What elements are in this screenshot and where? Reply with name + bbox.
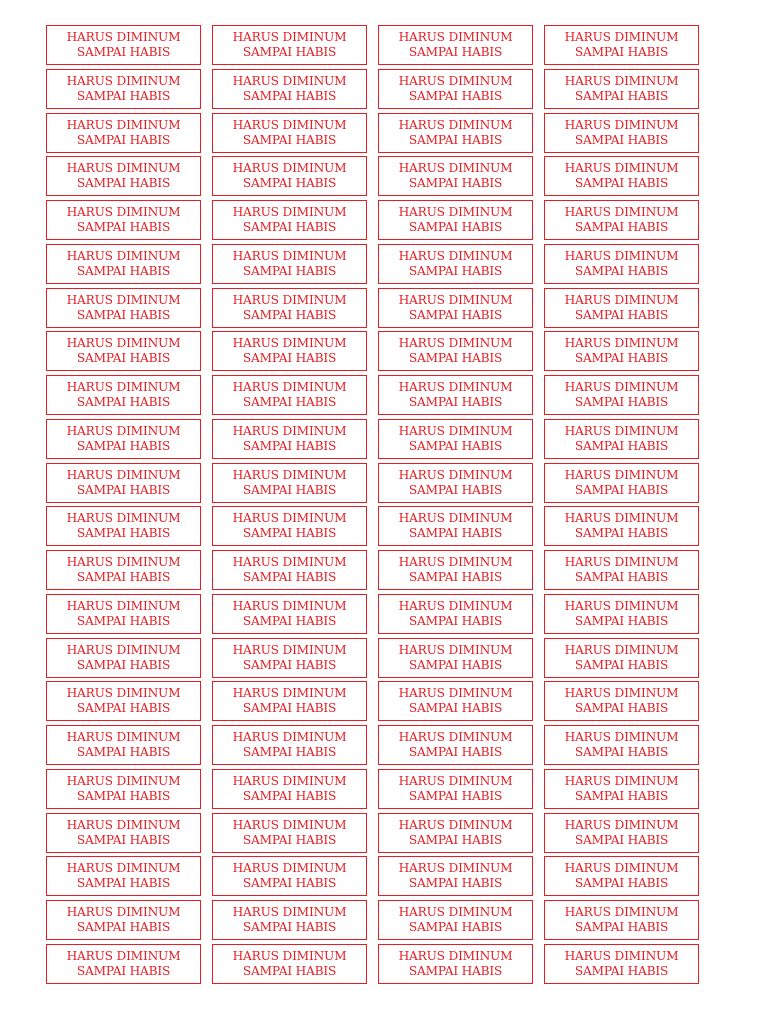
label-line-2: SAMPAI HABIS: [76, 176, 171, 191]
sticker-label: [378, 463, 533, 503]
label-line-2: SAMPAI HABIS: [574, 788, 669, 803]
label-line-1: HARUS DIMINUM: [564, 248, 679, 263]
sticker-label: [212, 900, 367, 940]
label-line-1: HARUS DIMINUM: [564, 292, 679, 307]
label-line-1: HARUS DIMINUM: [232, 73, 347, 88]
sticker-label: [46, 25, 201, 65]
label-line-1: HARUS DIMINUM: [398, 248, 513, 263]
label-line-1: HARUS DIMINUM: [232, 555, 347, 569]
label-line-1: HARUS DIMINUM: [66, 686, 181, 701]
label-line-1: HARUS DIMINUM: [564, 117, 679, 132]
sticker-label: [212, 769, 367, 809]
label-line-2: SAMPAI HABIS: [242, 88, 337, 103]
sticker-label: [378, 113, 533, 153]
label-line-2: SAMPAI HABIS: [408, 482, 503, 497]
label-line-2: SAMPAI HABIS: [76, 613, 171, 628]
label-line-1: HARUS DIMINUM: [66, 30, 181, 44]
label-line-2: SAMPAI HABIS: [408, 307, 503, 322]
label-line-2: SAMPAI HABIS: [242, 45, 337, 59]
sticker-label: [544, 375, 699, 415]
label-line-2: SAMPAI HABIS: [408, 88, 503, 103]
sticker-label: [544, 681, 699, 721]
label-line-2: SAMPAI HABIS: [242, 176, 337, 191]
label-line-1: HARUS DIMINUM: [564, 511, 679, 526]
label-line-1: HARUS DIMINUM: [564, 161, 679, 176]
label-line-1: HARUS DIMINUM: [232, 511, 347, 526]
label-line-1: HARUS DIMINUM: [398, 642, 513, 657]
label-line-2: SAMPAI HABIS: [242, 701, 337, 716]
label-line-2: SAMPAI HABIS: [574, 876, 669, 891]
label-line-1: HARUS DIMINUM: [398, 30, 513, 44]
sticker-label: [46, 769, 201, 809]
label-line-1: HARUS DIMINUM: [66, 861, 181, 876]
label-line-1: HARUS DIMINUM: [66, 117, 181, 132]
label-line-2: SAMPAI HABIS: [574, 482, 669, 497]
sticker-label: [378, 813, 533, 853]
label-line-1: HARUS DIMINUM: [232, 817, 347, 832]
label-line-2: SAMPAI HABIS: [76, 788, 171, 803]
label-line-1: HARUS DIMINUM: [398, 773, 513, 788]
label-line-2: SAMPAI HABIS: [76, 701, 171, 716]
label-line-1: HARUS DIMINUM: [564, 73, 679, 88]
label-line-1: HARUS DIMINUM: [564, 686, 679, 701]
label-line-1: HARUS DIMINUM: [66, 423, 181, 438]
label-line-2: SAMPAI HABIS: [408, 876, 503, 891]
sticker-label: [46, 638, 201, 678]
label-line-1: HARUS DIMINUM: [66, 598, 181, 613]
label-line-1: HARUS DIMINUM: [232, 292, 347, 307]
sticker-label: [544, 331, 699, 371]
label-line-1: HARUS DIMINUM: [66, 817, 181, 832]
label-line-2: SAMPAI HABIS: [76, 920, 171, 934]
label-line-1: HARUS DIMINUM: [398, 861, 513, 876]
label-line-1: HARUS DIMINUM: [398, 730, 513, 744]
label-line-2: SAMPAI HABIS: [76, 132, 171, 147]
label-line-2: SAMPAI HABIS: [242, 395, 337, 409]
sticker-label: [46, 419, 201, 459]
label-line-1: HARUS DIMINUM: [66, 555, 181, 569]
sticker-label: [544, 113, 699, 153]
sticker-label: [212, 463, 367, 503]
sticker-label: [378, 900, 533, 940]
label-line-1: HARUS DIMINUM: [232, 380, 347, 394]
label-line-2: SAMPAI HABIS: [242, 438, 337, 453]
sticker-label: [212, 244, 367, 284]
label-line-1: HARUS DIMINUM: [398, 423, 513, 438]
sticker-label: [212, 69, 367, 109]
label-line-1: HARUS DIMINUM: [398, 467, 513, 482]
sticker-label: [378, 25, 533, 65]
sticker-label: [46, 375, 201, 415]
sticker-label: [378, 375, 533, 415]
label-line-2: SAMPAI HABIS: [76, 307, 171, 322]
label-line-2: SAMPAI HABIS: [408, 570, 503, 584]
label-line-1: HARUS DIMINUM: [564, 905, 679, 919]
sticker-label: [212, 944, 367, 984]
label-line-2: SAMPAI HABIS: [574, 920, 669, 934]
sticker-label: [544, 156, 699, 196]
sticker-label: [46, 69, 201, 109]
label-line-1: HARUS DIMINUM: [232, 248, 347, 263]
sticker-label: [46, 463, 201, 503]
sticker-label: [212, 725, 367, 765]
label-line-2: SAMPAI HABIS: [76, 745, 171, 759]
sticker-label: [544, 69, 699, 109]
label-line-2: SAMPAI HABIS: [574, 351, 669, 366]
label-line-2: SAMPAI HABIS: [574, 657, 669, 672]
sticker-label: [212, 375, 367, 415]
label-line-1: HARUS DIMINUM: [66, 905, 181, 919]
label-line-2: SAMPAI HABIS: [574, 526, 669, 541]
label-line-2: SAMPAI HABIS: [242, 307, 337, 322]
label-line-2: SAMPAI HABIS: [242, 220, 337, 234]
label-line-1: HARUS DIMINUM: [564, 423, 679, 438]
label-line-2: SAMPAI HABIS: [242, 351, 337, 366]
label-line-2: SAMPAI HABIS: [242, 526, 337, 541]
sticker-label: [544, 463, 699, 503]
label-line-1: HARUS DIMINUM: [232, 423, 347, 438]
label-line-1: HARUS DIMINUM: [398, 686, 513, 701]
label-line-2: SAMPAI HABIS: [574, 745, 669, 759]
label-line-2: SAMPAI HABIS: [76, 832, 171, 847]
sticker-label: [46, 288, 201, 328]
sticker-label: [46, 244, 201, 284]
label-line-2: SAMPAI HABIS: [76, 88, 171, 103]
label-line-2: SAMPAI HABIS: [242, 920, 337, 934]
label-line-2: SAMPAI HABIS: [242, 876, 337, 891]
sticker-label: [378, 156, 533, 196]
label-line-2: SAMPAI HABIS: [574, 570, 669, 584]
label-line-1: HARUS DIMINUM: [66, 336, 181, 351]
sticker-label: [46, 506, 201, 546]
label-line-2: SAMPAI HABIS: [574, 45, 669, 59]
sticker-label: [212, 506, 367, 546]
sticker-label: [212, 113, 367, 153]
label-line-1: HARUS DIMINUM: [66, 467, 181, 482]
label-line-1: HARUS DIMINUM: [398, 161, 513, 176]
label-line-1: HARUS DIMINUM: [564, 773, 679, 788]
label-line-1: HARUS DIMINUM: [232, 773, 347, 788]
label-line-1: HARUS DIMINUM: [564, 30, 679, 44]
label-line-2: SAMPAI HABIS: [408, 788, 503, 803]
label-line-1: HARUS DIMINUM: [232, 161, 347, 176]
label-line-2: SAMPAI HABIS: [242, 832, 337, 847]
label-line-2: SAMPAI HABIS: [408, 613, 503, 628]
sticker-label: [378, 288, 533, 328]
label-line-2: SAMPAI HABIS: [408, 745, 503, 759]
label-line-1: HARUS DIMINUM: [398, 117, 513, 132]
sticker-label: [378, 550, 533, 590]
sticker-label: [378, 244, 533, 284]
sticker-label: [544, 244, 699, 284]
label-sheet: [46, 25, 700, 984]
label-line-2: SAMPAI HABIS: [574, 176, 669, 191]
sticker-label: [378, 594, 533, 634]
sticker-label: [46, 681, 201, 721]
label-line-2: SAMPAI HABIS: [242, 963, 337, 978]
label-line-1: HARUS DIMINUM: [564, 817, 679, 832]
label-line-2: SAMPAI HABIS: [76, 657, 171, 672]
label-line-1: HARUS DIMINUM: [66, 642, 181, 657]
label-line-1: HARUS DIMINUM: [232, 642, 347, 657]
label-line-2: SAMPAI HABIS: [574, 395, 669, 409]
label-line-2: SAMPAI HABIS: [408, 438, 503, 453]
label-line-1: HARUS DIMINUM: [398, 336, 513, 351]
sticker-label: [212, 25, 367, 65]
label-line-2: SAMPAI HABIS: [574, 701, 669, 716]
label-line-1: HARUS DIMINUM: [232, 336, 347, 351]
sticker-label: [544, 506, 699, 546]
label-line-2: SAMPAI HABIS: [76, 351, 171, 366]
label-line-2: SAMPAI HABIS: [242, 132, 337, 147]
label-line-2: SAMPAI HABIS: [408, 701, 503, 716]
sticker-label: [378, 769, 533, 809]
label-line-1: HARUS DIMINUM: [398, 555, 513, 569]
label-line-1: HARUS DIMINUM: [232, 467, 347, 482]
label-line-1: HARUS DIMINUM: [564, 205, 679, 219]
label-line-2: SAMPAI HABIS: [574, 613, 669, 628]
sticker-label: [378, 725, 533, 765]
sticker-label: [212, 288, 367, 328]
sticker-label: [46, 900, 201, 940]
label-line-1: HARUS DIMINUM: [398, 905, 513, 919]
label-line-2: SAMPAI HABIS: [574, 263, 669, 278]
sticker-label: [212, 419, 367, 459]
label-line-1: HARUS DIMINUM: [66, 773, 181, 788]
label-line-1: HARUS DIMINUM: [564, 861, 679, 876]
label-line-2: SAMPAI HABIS: [408, 832, 503, 847]
sticker-label: [212, 200, 367, 240]
label-line-1: HARUS DIMINUM: [66, 380, 181, 394]
label-line-2: SAMPAI HABIS: [574, 220, 669, 234]
label-line-1: HARUS DIMINUM: [564, 948, 679, 963]
label-line-2: SAMPAI HABIS: [574, 88, 669, 103]
label-line-2: SAMPAI HABIS: [242, 570, 337, 584]
label-line-1: HARUS DIMINUM: [232, 30, 347, 44]
label-line-2: SAMPAI HABIS: [574, 832, 669, 847]
label-line-2: SAMPAI HABIS: [76, 482, 171, 497]
label-line-2: SAMPAI HABIS: [574, 307, 669, 322]
label-line-2: SAMPAI HABIS: [408, 526, 503, 541]
label-line-2: SAMPAI HABIS: [408, 963, 503, 978]
sticker-label: [46, 856, 201, 896]
label-line-1: HARUS DIMINUM: [66, 292, 181, 307]
label-line-2: SAMPAI HABIS: [242, 745, 337, 759]
label-line-1: HARUS DIMINUM: [564, 380, 679, 394]
label-line-1: HARUS DIMINUM: [66, 161, 181, 176]
sticker-label: [212, 813, 367, 853]
label-line-1: HARUS DIMINUM: [398, 948, 513, 963]
label-line-1: HARUS DIMINUM: [66, 948, 181, 963]
sticker-label: [46, 594, 201, 634]
sticker-label: [212, 681, 367, 721]
label-line-1: HARUS DIMINUM: [66, 248, 181, 263]
sticker-label: [544, 856, 699, 896]
sticker-label: [544, 419, 699, 459]
label-line-2: SAMPAI HABIS: [242, 613, 337, 628]
sticker-label: [544, 638, 699, 678]
label-line-2: SAMPAI HABIS: [76, 526, 171, 541]
label-line-2: SAMPAI HABIS: [242, 482, 337, 497]
sticker-label: [46, 331, 201, 371]
label-line-2: SAMPAI HABIS: [408, 220, 503, 234]
sticker-label: [378, 856, 533, 896]
label-line-2: SAMPAI HABIS: [408, 176, 503, 191]
label-line-1: HARUS DIMINUM: [66, 73, 181, 88]
label-line-2: SAMPAI HABIS: [76, 438, 171, 453]
sticker-label: [46, 156, 201, 196]
sticker-label: [544, 900, 699, 940]
label-line-2: SAMPAI HABIS: [76, 876, 171, 891]
sticker-label: [212, 638, 367, 678]
sticker-label: [46, 113, 201, 153]
label-line-2: SAMPAI HABIS: [242, 263, 337, 278]
label-line-2: SAMPAI HABIS: [76, 963, 171, 978]
label-line-1: HARUS DIMINUM: [232, 905, 347, 919]
label-line-1: HARUS DIMINUM: [398, 205, 513, 219]
label-line-2: SAMPAI HABIS: [76, 263, 171, 278]
sticker-label: [544, 550, 699, 590]
sticker-label: [378, 681, 533, 721]
label-line-2: SAMPAI HABIS: [408, 45, 503, 59]
label-line-1: HARUS DIMINUM: [232, 205, 347, 219]
label-line-1: HARUS DIMINUM: [564, 336, 679, 351]
label-line-1: HARUS DIMINUM: [398, 598, 513, 613]
sticker-label: [212, 331, 367, 371]
label-line-2: SAMPAI HABIS: [76, 395, 171, 409]
label-line-1: HARUS DIMINUM: [398, 380, 513, 394]
sticker-label: [378, 638, 533, 678]
label-line-1: HARUS DIMINUM: [66, 730, 181, 744]
sticker-label: [378, 419, 533, 459]
label-line-1: HARUS DIMINUM: [398, 817, 513, 832]
sticker-label: [46, 550, 201, 590]
sticker-label: [378, 69, 533, 109]
label-line-1: HARUS DIMINUM: [66, 511, 181, 526]
sticker-label: [544, 769, 699, 809]
label-line-1: HARUS DIMINUM: [564, 467, 679, 482]
sticker-label: [378, 944, 533, 984]
sticker-label: [544, 725, 699, 765]
label-line-1: HARUS DIMINUM: [398, 292, 513, 307]
label-line-1: HARUS DIMINUM: [232, 730, 347, 744]
label-line-1: HARUS DIMINUM: [232, 861, 347, 876]
sticker-label: [46, 813, 201, 853]
sticker-label: [544, 813, 699, 853]
sticker-label: [378, 331, 533, 371]
label-line-1: HARUS DIMINUM: [66, 205, 181, 219]
label-line-2: SAMPAI HABIS: [408, 263, 503, 278]
sticker-label: [46, 725, 201, 765]
label-line-1: HARUS DIMINUM: [232, 598, 347, 613]
label-line-1: HARUS DIMINUM: [232, 686, 347, 701]
label-line-2: SAMPAI HABIS: [408, 132, 503, 147]
label-line-2: SAMPAI HABIS: [408, 657, 503, 672]
label-line-1: HARUS DIMINUM: [232, 948, 347, 963]
sticker-label: [46, 200, 201, 240]
label-line-2: SAMPAI HABIS: [574, 963, 669, 978]
label-line-1: HARUS DIMINUM: [398, 73, 513, 88]
label-line-2: SAMPAI HABIS: [76, 220, 171, 234]
sticker-label: [544, 25, 699, 65]
sticker-label: [544, 944, 699, 984]
sticker-label: [212, 856, 367, 896]
label-line-2: SAMPAI HABIS: [574, 132, 669, 147]
sticker-label: [544, 288, 699, 328]
label-line-2: SAMPAI HABIS: [408, 395, 503, 409]
label-line-2: SAMPAI HABIS: [242, 657, 337, 672]
label-line-2: SAMPAI HABIS: [76, 570, 171, 584]
sticker-label: [46, 944, 201, 984]
sticker-label: [378, 506, 533, 546]
label-line-1: HARUS DIMINUM: [564, 598, 679, 613]
label-line-1: HARUS DIMINUM: [564, 730, 679, 744]
label-line-2: SAMPAI HABIS: [408, 920, 503, 934]
sticker-label: [212, 550, 367, 590]
sticker-label: [378, 200, 533, 240]
sticker-label: [212, 156, 367, 196]
label-line-2: SAMPAI HABIS: [76, 45, 171, 59]
sticker-label: [212, 594, 367, 634]
label-line-1: HARUS DIMINUM: [564, 555, 679, 569]
label-line-1: HARUS DIMINUM: [398, 511, 513, 526]
sticker-label: [544, 200, 699, 240]
label-line-2: SAMPAI HABIS: [574, 438, 669, 453]
label-line-2: SAMPAI HABIS: [242, 788, 337, 803]
label-line-1: HARUS DIMINUM: [564, 642, 679, 657]
label-line-1: HARUS DIMINUM: [232, 117, 347, 132]
sticker-label: [544, 594, 699, 634]
label-line-2: SAMPAI HABIS: [408, 351, 503, 366]
